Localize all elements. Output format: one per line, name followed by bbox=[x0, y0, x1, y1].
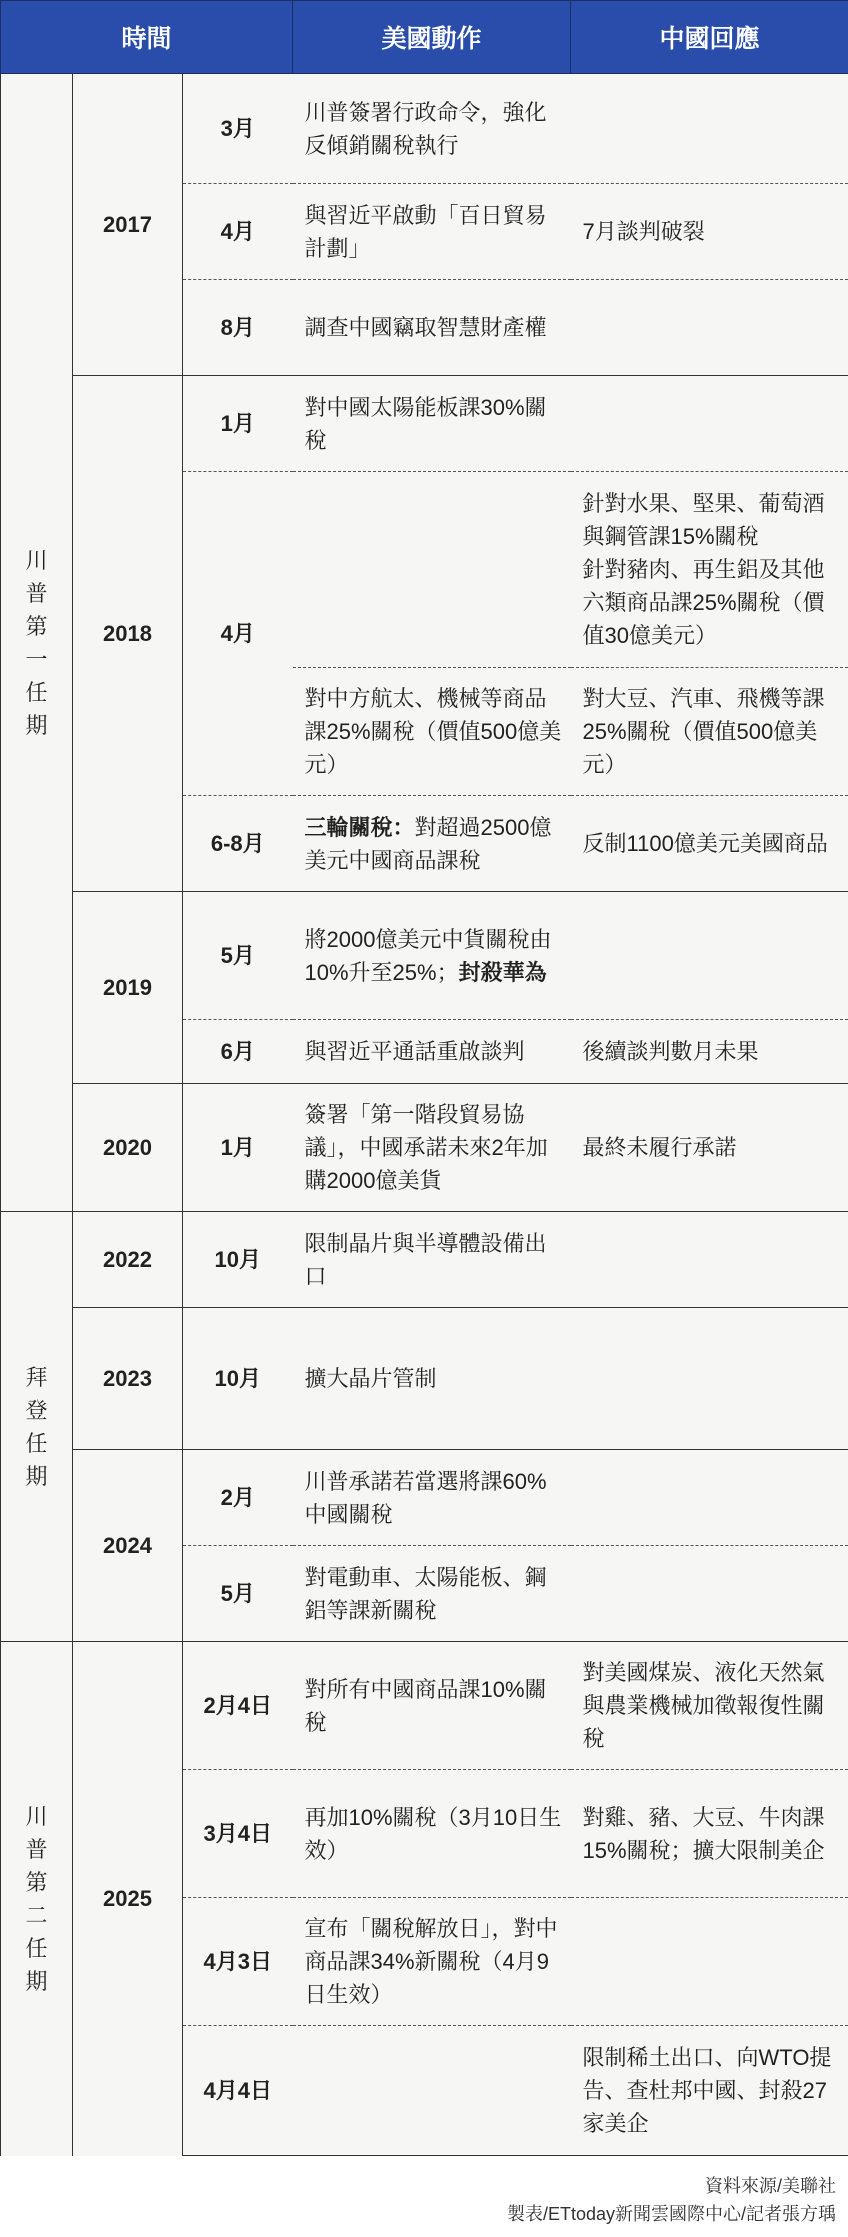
us-action: 與習近平啟動「百日貿易計劃」 bbox=[293, 184, 571, 280]
year-2017: 2017 bbox=[73, 74, 183, 376]
month-label: 2月 bbox=[183, 1450, 293, 1546]
us-action: 宣布「關稅解放日」，對中商品課34%新關稅（4月9日生效） bbox=[293, 1898, 571, 2026]
us-action: 川普承諾若當選將課60%中國關稅 bbox=[293, 1450, 571, 1546]
month-label: 1月 bbox=[183, 1084, 293, 1212]
term-trump-first: 川 普 第 一 任 期 bbox=[1, 74, 73, 1212]
table-row bbox=[1, 74, 848, 184]
us-action bbox=[293, 2026, 571, 2156]
us-action: 與習近平通話重啟談判 bbox=[293, 1020, 571, 1084]
cn-response bbox=[571, 1308, 848, 1450]
table-header-row bbox=[1, 1, 848, 74]
term-biden: 拜 登 任 期 bbox=[1, 1212, 73, 1642]
cn-response bbox=[571, 376, 848, 472]
cn-response: 對美國煤炭、液化天然氣與農業機械加徵報復性關稅 bbox=[571, 1642, 848, 1770]
cn-response: 最終未履行承諾 bbox=[571, 1084, 848, 1212]
month-label: 4月 bbox=[183, 472, 293, 796]
month-label: 1月 bbox=[183, 376, 293, 472]
month-label: 4月4日 bbox=[183, 2026, 293, 2156]
cn-response: 對大豆、汽車、飛機等課25%關稅（價值500億美元） bbox=[571, 668, 848, 796]
us-action-bold: 三輪關稅： bbox=[304, 814, 415, 840]
cn-response bbox=[571, 1898, 848, 2026]
us-action: 簽署「第一階段貿易協議」，中國承諾未來2年加購2000億美貨 bbox=[293, 1084, 571, 1212]
month-label: 6-8月 bbox=[183, 796, 293, 892]
header-us-action: 美國動作 bbox=[293, 1, 571, 74]
table-row bbox=[1, 1212, 848, 1308]
cn-response bbox=[571, 74, 848, 184]
cn-response: 限制稀土出口、向WTO提告、查杜邦中國、封殺27家美企 bbox=[571, 2026, 848, 2156]
year-2019: 2019 bbox=[73, 892, 183, 1084]
table-row bbox=[1, 1084, 848, 1212]
table-row bbox=[1, 1642, 848, 1770]
cn-response: 對雞、豬、大豆、牛肉課15%關稅；擴大限制美企 bbox=[571, 1770, 848, 1898]
cn-response: 反制1100億美元美國商品 bbox=[571, 796, 848, 892]
source-credit: 資料來源/美聯社 bbox=[704, 2176, 836, 2196]
us-action: 調查中國竊取智慧財產權 bbox=[293, 280, 571, 376]
us-action: 對中國太陽能板課30%關稅 bbox=[293, 376, 571, 472]
table-row bbox=[1, 892, 848, 1020]
table-row bbox=[1, 376, 848, 472]
month-label: 4月3日 bbox=[183, 1898, 293, 2026]
us-action: 將2000億美元中貨關稅由10%升至25%；封殺華為 bbox=[293, 892, 571, 1020]
year-2024: 2024 bbox=[73, 1450, 183, 1642]
month-label: 6月 bbox=[183, 1020, 293, 1084]
us-action: 對所有中國商品課10%關稅 bbox=[293, 1642, 571, 1770]
cn-response: 後續談判數月未果 bbox=[571, 1020, 848, 1084]
term-trump-second: 川 普 第 二 任 期 bbox=[1, 1642, 73, 2156]
us-action: 限制晶片與半導體設備出口 bbox=[293, 1212, 571, 1308]
month-label: 5月 bbox=[183, 1546, 293, 1642]
us-action: 對中方航太、機械等商品課25%關稅（價值500億美元） bbox=[293, 668, 571, 796]
us-action: 三輪關稅：對超過2500億美元中國商品課稅 bbox=[293, 796, 571, 892]
table-row bbox=[1, 1308, 848, 1450]
us-action: 再加10%關稅（3月10日生效） bbox=[293, 1770, 571, 1898]
cn-response bbox=[571, 892, 848, 1020]
header-time: 時間 bbox=[1, 1, 293, 74]
month-label: 10月 bbox=[183, 1212, 293, 1308]
month-label: 3月 bbox=[183, 74, 293, 184]
month-label: 5月 bbox=[183, 892, 293, 1020]
year-2020: 2020 bbox=[73, 1084, 183, 1212]
month-label: 2月4日 bbox=[183, 1642, 293, 1770]
header-cn-response: 中國回應 bbox=[571, 1, 848, 74]
table-row bbox=[1, 1450, 848, 1546]
year-2022: 2022 bbox=[73, 1212, 183, 1308]
us-action: 川普簽署行政命令，強化反傾銷關稅執行 bbox=[293, 74, 571, 184]
year-2018: 2018 bbox=[73, 376, 183, 892]
cn-response bbox=[571, 1212, 848, 1308]
cn-response bbox=[571, 280, 848, 376]
cn-response: 針對水果、堅果、葡萄酒與鋼管課15%關稅 針對豬肉、再生鋁及其他六類商品課25%關稅（價值30億美元） bbox=[571, 472, 848, 668]
cn-response bbox=[571, 1450, 848, 1546]
year-2023: 2023 bbox=[73, 1308, 183, 1450]
us-action bbox=[293, 472, 571, 668]
us-action-bold: 封殺華為 bbox=[458, 959, 547, 985]
month-label: 8月 bbox=[183, 280, 293, 376]
us-action: 擴大晶片管制 bbox=[293, 1308, 571, 1450]
month-label: 4月 bbox=[183, 184, 293, 280]
us-action: 對電動車、太陽能板、鋼鋁等課新關稅 bbox=[293, 1546, 571, 1642]
cn-response: 7月談判破裂 bbox=[571, 184, 848, 280]
month-label: 10月 bbox=[183, 1308, 293, 1450]
author-credit: 製表/ETtoday新聞雲國際中心/記者張方瑀 bbox=[506, 2204, 836, 2224]
month-label: 3月4日 bbox=[183, 1770, 293, 1898]
cn-response bbox=[571, 1546, 848, 1642]
year-2025: 2025 bbox=[73, 1642, 183, 2156]
